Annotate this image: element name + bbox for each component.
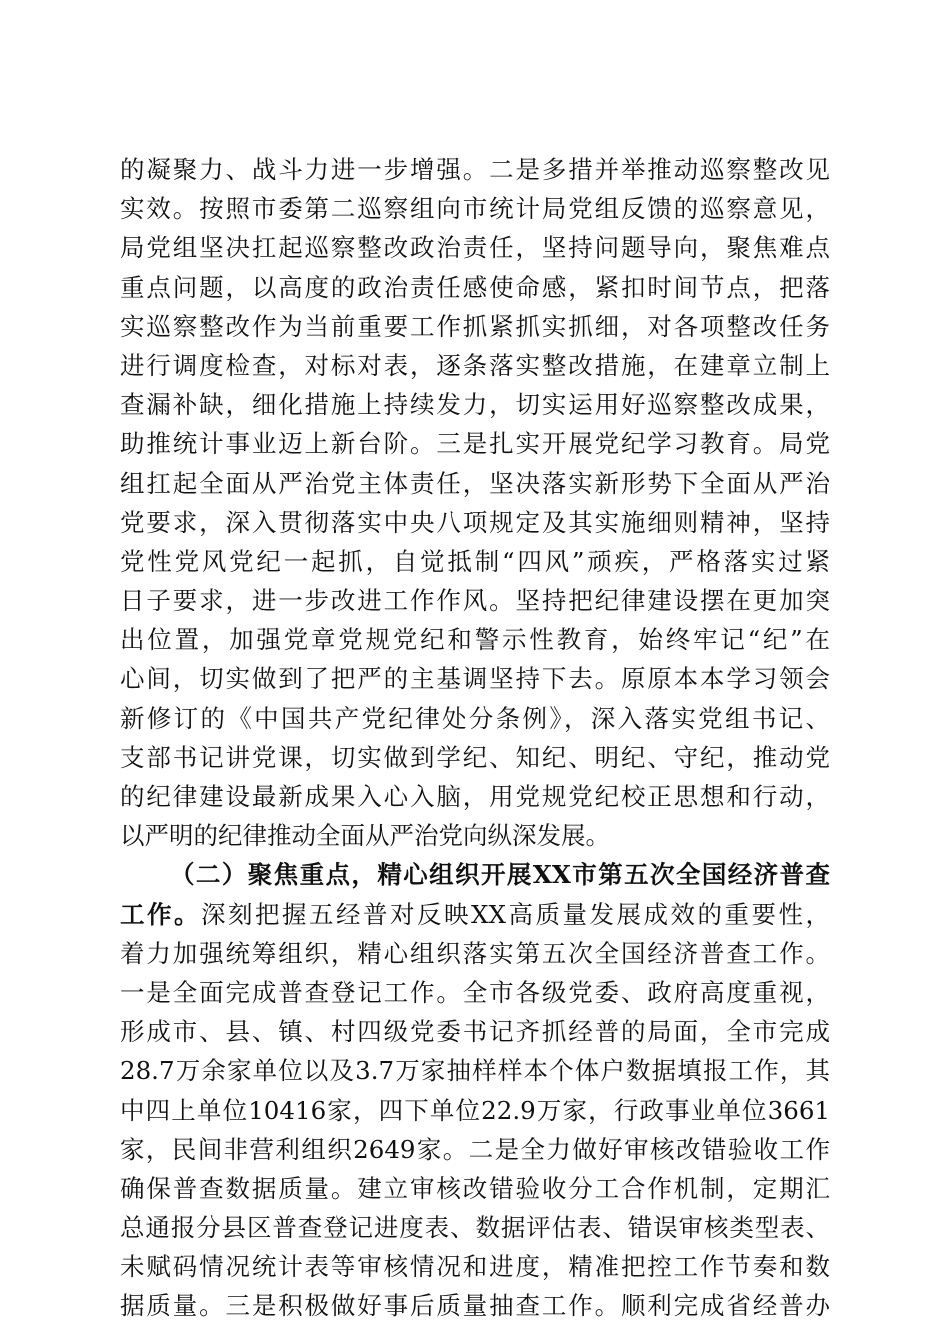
paragraph-line: 据质量。三是积极做好事后质量抽查工作。顺利完成省经普办	[120, 1291, 830, 1321]
paragraph-line: 助推统计事业迈上新台阶。三是扎实开展党纪学习教育。局党	[120, 429, 830, 459]
paragraph-line: 家，民间非营利组织2649家。二是全力做好审核改错验收工作	[120, 1134, 830, 1164]
paragraph-line: 出位置，加强党章党规党纪和警示性教育，始终牢记“纪”在	[120, 625, 830, 655]
section-heading-end: 工作。	[120, 899, 202, 929]
paragraph-line: 的纪律建设最新成果入心入脑，用党规党纪校正思想和行动，	[120, 782, 830, 811]
paragraph-line: 新修订的《中国共产党纪律处分条例》，深入落实党组书记、	[120, 703, 830, 733]
paragraph-line: 的凝聚力、战斗力进一步增强。二是多措并举推动巡察整改见	[120, 155, 830, 184]
paragraph-line: 实巡察整改作为当前重要工作抓紧抓实抓细，对各项整改任务	[120, 311, 830, 341]
paragraph-party-discipline	[120, 150, 830, 855]
paragraph-line: 日子要求，进一步改进工作作风。坚持把纪律建设摆在更加突	[120, 586, 830, 616]
paragraph-economic-census	[120, 855, 830, 1325]
paragraph-line	[120, 895, 830, 934]
paragraph-line: 中四上单位10416家，四下单位22.9万家，行政事业单位3661	[120, 1095, 830, 1125]
section-heading: （二）聚焦重点，精心组织开展XX市第五次全国经济普查	[170, 860, 830, 890]
paragraph-line: 28.7万余家单位以及3.7万家抽样样本个体户数据填报工作，其	[120, 1056, 830, 1086]
paragraph-line: 组扛起全面从严治党主体责任，坚决落实新形势下全面从严治	[120, 468, 830, 498]
paragraph-line: 实效。按照市委第二巡察组向市统计局党组反馈的巡察意见，	[120, 194, 830, 224]
paragraph-line: 以严明的纪律推动全面从严治党向纵深发展。	[120, 821, 610, 851]
paragraph-line: 心间，切实做到了把严的主基调坚持下去。原原本本学习领会	[120, 664, 830, 694]
paragraph-line: 党要求，深入贯彻落实中央八项规定及其实施细则精神，坚持	[120, 507, 830, 537]
paragraph-line: 局党组坚决扛起巡察整改政治责任，坚持问题导向，聚焦难点	[120, 233, 830, 263]
paragraph-text: 深刻把握五经普对反映XX高质量发展成效的重要性，	[201, 899, 830, 929]
paragraph-line: 着力加强统筹组织，精心组织落实第五次全国经济普查工作。	[120, 938, 830, 968]
paragraph-line: 进行调度检查，对标对表，逐条落实整改措施，在建章立制上	[120, 350, 830, 380]
paragraph-line: 支部书记讲党课，切实做到学纪、知纪、明纪、守纪，推动党	[120, 742, 830, 772]
document-body	[120, 150, 830, 1326]
paragraph-line: 形成市、县、镇、村四级党委书记齐抓经普的局面，全市完成	[120, 1017, 830, 1047]
paragraph-line: 未赋码情况统计表等审核情况和进度，精准把控工作节奏和数	[120, 1252, 830, 1282]
paragraph-line: 确保普查数据质量。建立审核改错验收分工合作机制，定期汇	[120, 1173, 830, 1203]
paragraph-line: 重点问题，以高度的政治责任感使命感，紧扣时间节点，把落	[120, 272, 830, 302]
paragraph-line: 总通报分县区普查登记进度表、数据评估表、错误审核类型表、	[120, 1213, 830, 1243]
paragraph-line: 一是全面完成普查登记工作。全市各级党委、政府高度重视，	[120, 977, 830, 1007]
paragraph-line: 党性党风党纪一起抓，自觉抵制“四风”顽疾，严格落实过紧	[120, 546, 830, 576]
paragraph-line: 查漏补缺，细化措施上持续发力，切实运用好巡察整改成果，	[120, 390, 830, 420]
